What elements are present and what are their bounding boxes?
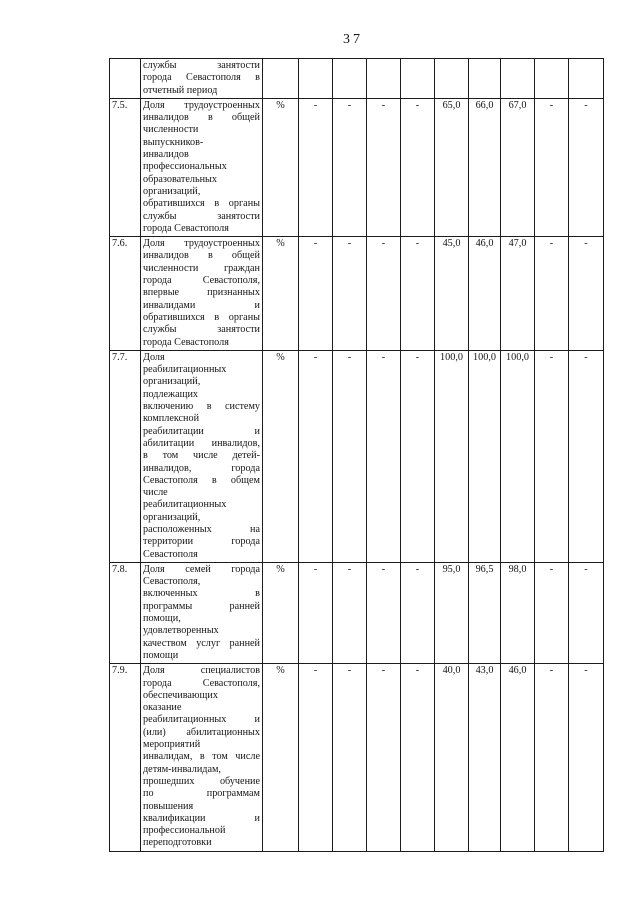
description-line: детям-инвалидам, <box>143 763 221 775</box>
description-line: инвалидов в общей <box>143 250 260 262</box>
value-cell: - <box>299 98 333 236</box>
value-cell: 47,0 <box>501 237 535 351</box>
description-line: инвалидов <box>143 149 189 161</box>
description-line: прошедших обучение <box>143 775 260 787</box>
description-line: реабилитационных и <box>143 714 260 726</box>
row-number-cell: 7.7. <box>110 350 141 562</box>
description-line: образовательных <box>143 173 217 185</box>
description-line: города Севастополя <box>143 336 229 348</box>
indicators-table <box>109 58 604 852</box>
value-cell: 95,0 <box>435 562 469 663</box>
value-cell: - <box>299 664 333 851</box>
value-cell <box>299 59 333 99</box>
description-line: города Севастополя, <box>143 677 260 689</box>
value-cell: - <box>333 98 367 236</box>
value-cell: - <box>401 562 435 663</box>
value-cell: - <box>569 562 604 663</box>
description-line: реабилитационных <box>143 499 227 511</box>
value-cell: 65,0 <box>435 98 469 236</box>
value-cell <box>401 59 435 99</box>
value-cell: 43,0 <box>469 664 501 851</box>
value-cell: - <box>401 237 435 351</box>
description-line: абилитации инвалидов, <box>143 437 260 449</box>
value-cell: - <box>299 237 333 351</box>
row-number-cell <box>110 59 141 99</box>
description-line: города Севастополя <box>143 222 229 234</box>
value-cell: 100,0 <box>435 350 469 562</box>
unit-cell <box>263 59 299 99</box>
value-cell: 100,0 <box>469 350 501 562</box>
value-cell: - <box>299 562 333 663</box>
description-line: впервые признанных <box>143 287 260 299</box>
description-line: удовлетворенных <box>143 625 219 637</box>
value-cell: - <box>401 664 435 851</box>
description-line: в том числе детей- <box>143 450 260 462</box>
description-line: службы занятости <box>143 210 260 222</box>
description-line: Доля трудоустроенных <box>143 238 260 250</box>
value-cell: - <box>569 237 604 351</box>
value-cell: 46,0 <box>469 237 501 351</box>
value-cell: - <box>569 350 604 562</box>
description-line: подлежащих <box>143 388 198 400</box>
table-row <box>110 98 604 236</box>
description-line: Севастополя <box>143 548 198 560</box>
row-number-cell: 7.5. <box>110 98 141 236</box>
value-cell <box>333 59 367 99</box>
description-line: Севастополя в общем <box>143 474 260 486</box>
description-line: службы занятости <box>143 60 260 71</box>
value-cell: - <box>367 350 401 562</box>
description-line: города Севастополя, <box>143 275 260 287</box>
description-line: выпускников- <box>143 136 204 148</box>
indicator-description-cell <box>141 98 263 236</box>
value-cell: 98,0 <box>501 562 535 663</box>
description-line: обратившихся в органы <box>143 311 260 323</box>
unit-cell: % <box>263 98 299 236</box>
description-line: оказание <box>143 702 182 714</box>
description-line: Доля специалистов <box>143 665 260 677</box>
description-line: численности <box>143 124 199 136</box>
description-line: Севастополя, <box>143 576 201 588</box>
description-line: инвалидов в общей <box>143 112 260 124</box>
unit-cell: % <box>263 562 299 663</box>
description-line: реабилитации и <box>143 425 260 437</box>
indicator-description-cell <box>141 350 263 562</box>
value-cell: - <box>367 237 401 351</box>
value-cell: - <box>333 562 367 663</box>
value-cell: 100,0 <box>501 350 535 562</box>
row-number-cell: 7.9. <box>110 664 141 851</box>
indicator-description-cell <box>141 59 263 99</box>
description-line: помощи, <box>143 613 181 625</box>
description-line: профессиональных <box>143 161 227 173</box>
description-line: города Севастополя в <box>143 72 260 84</box>
unit-cell: % <box>263 664 299 851</box>
description-line: включенных в <box>143 588 260 600</box>
value-cell: - <box>333 664 367 851</box>
value-cell: - <box>535 664 569 851</box>
table-body <box>110 59 604 852</box>
value-cell: - <box>569 664 604 851</box>
value-cell: - <box>401 98 435 236</box>
value-cell: - <box>299 350 333 562</box>
description-line: по программам <box>143 788 260 800</box>
description-line: отчетный период <box>143 84 218 96</box>
description-line: инвалидам, в том числе <box>143 751 260 763</box>
value-cell: 46,0 <box>501 664 535 851</box>
value-cell: 45,0 <box>435 237 469 351</box>
description-line: профессиональной <box>143 825 226 837</box>
value-cell: 96,5 <box>469 562 501 663</box>
description-line: включению в систему <box>143 401 260 413</box>
table-row <box>110 664 604 851</box>
value-cell: - <box>569 98 604 236</box>
table-row <box>110 237 604 351</box>
description-line: Доля семей города <box>143 563 260 575</box>
description-line: повышения <box>143 800 194 812</box>
description-line: помощи <box>143 649 179 661</box>
description-line: числе <box>143 487 168 499</box>
description-line: организаций, <box>143 376 201 388</box>
description-line: организаций, <box>143 185 201 197</box>
value-cell <box>569 59 604 99</box>
value-cell: 67,0 <box>501 98 535 236</box>
description-line: переподготовки <box>143 837 212 849</box>
row-number-cell: 7.8. <box>110 562 141 663</box>
value-cell <box>469 59 501 99</box>
unit-cell: % <box>263 350 299 562</box>
description-line: качеством услуг ранней <box>143 637 260 649</box>
value-cell: - <box>535 350 569 562</box>
value-cell: 40,0 <box>435 664 469 851</box>
description-line: обеспечивающих <box>143 689 218 701</box>
value-cell: - <box>367 664 401 851</box>
description-line: программы ранней <box>143 600 260 612</box>
description-line: инвалидов, города <box>143 462 260 474</box>
table-row <box>110 562 604 663</box>
row-number-cell: 7.6. <box>110 237 141 351</box>
description-line: Доля трудоустроенных <box>143 99 260 111</box>
value-cell: - <box>401 350 435 562</box>
description-line: расположенных на <box>143 523 260 535</box>
page-number: 37 <box>343 32 363 47</box>
description-line: организаций, <box>143 511 201 523</box>
description-line: Доля <box>143 351 165 363</box>
description-line: службы занятости <box>143 324 260 336</box>
description-line: (или) абилитационных <box>143 726 260 738</box>
table-row <box>110 350 604 562</box>
value-cell <box>435 59 469 99</box>
value-cell: - <box>535 562 569 663</box>
value-cell: - <box>333 237 367 351</box>
description-line: реабилитационных <box>143 364 227 376</box>
value-cell: - <box>535 98 569 236</box>
value-cell: 66,0 <box>469 98 501 236</box>
value-cell: - <box>367 98 401 236</box>
description-line: обратившихся в органы <box>143 198 260 210</box>
value-cell: - <box>535 237 569 351</box>
description-line: мероприятий <box>143 739 201 751</box>
unit-cell: % <box>263 237 299 351</box>
table-row <box>110 59 604 99</box>
value-cell <box>501 59 535 99</box>
indicator-description-cell <box>141 562 263 663</box>
value-cell <box>535 59 569 99</box>
description-line: инвалидами и <box>143 299 260 311</box>
value-cell: - <box>333 350 367 562</box>
indicator-description-cell <box>141 664 263 851</box>
description-line: территории города <box>143 536 260 548</box>
value-cell <box>367 59 401 99</box>
value-cell: - <box>367 562 401 663</box>
indicator-description-cell <box>141 237 263 351</box>
description-line: комплексной <box>143 413 200 425</box>
description-line: квалификации и <box>143 812 260 824</box>
description-line: численности граждан <box>143 262 260 274</box>
